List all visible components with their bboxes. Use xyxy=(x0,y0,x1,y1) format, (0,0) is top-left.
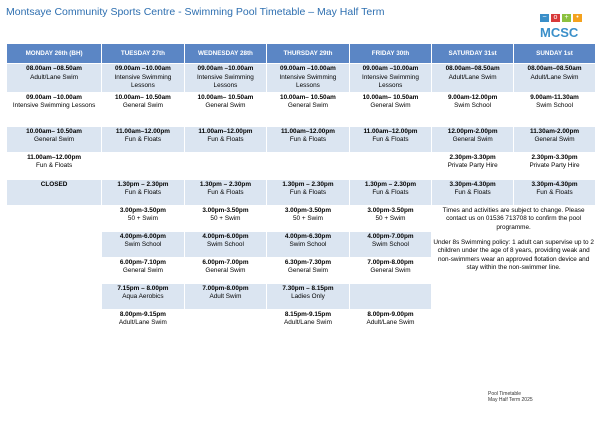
session-cell: 08.00am –08.50am Adult/Lane Swim xyxy=(7,64,102,93)
session-cell: 11.00am–12.00pm Fun & Floats xyxy=(184,126,267,152)
empty-cell xyxy=(184,152,267,179)
session-cell: 11.00am–12.00pm Fun & Floats xyxy=(267,126,350,152)
footer xyxy=(488,391,533,403)
session-cell: 3.00pm-3.50pm 50 + Swim xyxy=(102,205,185,231)
session-cell: 11.00am–12.00pm Fun & Floats xyxy=(349,126,432,152)
table-row xyxy=(7,126,596,152)
timetable xyxy=(6,43,596,336)
session-cell: 4.00pm-6.00pm Swim School xyxy=(102,231,185,257)
table-row xyxy=(7,205,596,231)
session-cell: 1.30pm – 2.30pm Fun & Floats xyxy=(267,179,350,205)
day-header-tuesday: TUESDAY 27th xyxy=(102,44,185,64)
empty-cell xyxy=(7,205,102,231)
session-cell: 2.30pm-3.30pm Private Party Hire xyxy=(432,152,514,179)
empty-cell xyxy=(349,152,432,179)
session-cell: 7.00pm-8.00pm General Swim xyxy=(349,257,432,283)
session-cell: 6.00pm-7.00pm General Swim xyxy=(184,257,267,283)
session-cell: 11.30am-2.00pm General Swim xyxy=(514,126,596,152)
page-title: Montsaye Community Sports Centre - Swimming Pool Timetable – May Half Term xyxy=(6,6,385,18)
day-header-saturday: SATURDAY 31st xyxy=(432,44,514,64)
session-cell: 11.00am–12.00pm Fun & Floats xyxy=(102,126,185,152)
session-cell: 10.00am– 10.50am General Swim xyxy=(102,92,185,126)
empty-cell xyxy=(102,152,185,179)
day-header-wednesday: WEDNESDAY 28th xyxy=(184,44,267,64)
day-header-friday: FRIDAY 30th xyxy=(349,44,432,64)
session-cell: 3.00pm-3.50pm 50 + Swim xyxy=(349,205,432,231)
footer-line1: Pool Timetable xyxy=(488,391,522,397)
session-cell: 8.00pm-9.00pm Adult/Lane Swim xyxy=(349,309,432,335)
session-cell: 08.00am–08.50am Adult/Lane Swim xyxy=(432,64,514,93)
closed-cell: CLOSED xyxy=(7,179,102,205)
ball-icon: • xyxy=(573,14,582,22)
session-cell: 8.15pm-9.15pm Adult/Lane Swim xyxy=(267,309,350,335)
session-cell: 4.00pm-6.30pm Swim School xyxy=(267,231,350,257)
empty-cell xyxy=(184,309,267,335)
session-cell: 4.00pm-6.00pm Swim School xyxy=(184,231,267,257)
empty-cell xyxy=(7,309,102,335)
session-cell: 11.00am–12.00pm Fun & Floats xyxy=(7,152,102,179)
session-cell: 3.00pm-3.50pm 50 + Swim xyxy=(184,205,267,231)
session-cell: 7.15pm – 8.00pm Aqua Aerobics xyxy=(102,283,185,309)
table-row xyxy=(7,92,596,126)
logo-letters: MCSC xyxy=(540,25,579,40)
empty-cell xyxy=(7,283,102,309)
empty-cell xyxy=(267,152,350,179)
session-cell: 3.00pm-3.50pm 50 + Swim xyxy=(267,205,350,231)
session-cell: 3.30pm-4.30pm Fun & Floats xyxy=(514,179,596,205)
day-header-sunday: SUNDAY 1st xyxy=(514,44,596,64)
day-header-thursday: THURSDAY 29th xyxy=(267,44,350,64)
session-cell: 4.00pm-7.00pm Swim School xyxy=(349,231,432,257)
session-cell: 1.30pm – 2.30pm Fun & Floats xyxy=(184,179,267,205)
session-cell: 1.30pm – 2.30pm Fun & Floats xyxy=(349,179,432,205)
session-cell: 9.00am-11.30am Swim School xyxy=(514,92,596,126)
session-cell: 6.30pm-7.30pm General Swim xyxy=(267,257,350,283)
notes-change-warning: Times and activities are subject to change. Please contact us on 01536 713708 to confirm the pool programme. xyxy=(442,206,585,231)
notes-box xyxy=(432,205,596,335)
session-cell: 09.00am –10.00am Intensive Swimming Lessons xyxy=(102,64,185,93)
bike-icon: o xyxy=(551,14,560,22)
empty-cell xyxy=(7,257,102,283)
session-cell: 10.00am– 10.50am General Swim xyxy=(349,92,432,126)
day-header-row xyxy=(7,44,596,64)
empty-cell xyxy=(7,231,102,257)
empty-cell xyxy=(349,283,432,309)
table-row xyxy=(7,179,596,205)
session-cell: 2.30pm-3.30pm Private Party Hire xyxy=(514,152,596,179)
notes-under8-policy: Under 8s Swimming policy: 1 adult can supervise up to 2 children under the age of 8 years, providing weak and non-swimmers wear an approved flotation device and stay within the non-swimmer line. xyxy=(433,238,594,272)
table-row xyxy=(7,152,596,179)
session-cell: 10.00am– 10.50am General Swim xyxy=(267,92,350,126)
session-cell: 6.00pm-7.10pm General Swim xyxy=(102,257,185,283)
session-cell: 09.00am –10.00am Intensive Swimming Lessons xyxy=(184,64,267,93)
table-row xyxy=(7,64,596,93)
session-cell: 08.00am–08.50am Adult/Lane Swim xyxy=(514,64,596,93)
session-cell: 10.00am– 10.50am General Swim xyxy=(7,126,102,152)
session-cell: 3.30pm-4.30pm Fun & Floats xyxy=(432,179,514,205)
session-cell: 1.30pm – 2.30pm Fun & Floats xyxy=(102,179,185,205)
session-cell: 7.00pm-8.00pm Adult Swim xyxy=(184,283,267,309)
swim-icon: ~ xyxy=(540,14,549,22)
session-cell: 8.00pm-9.15pm Adult/Lane Swim xyxy=(102,309,185,335)
footer-line2: May Half Term 2025 xyxy=(488,397,533,403)
day-header-monday: MONDAY 26th (BH) xyxy=(7,44,102,64)
session-cell: 10.00am– 10.50am General Swim xyxy=(184,92,267,126)
session-cell: 12.00pm-2.00pm General Swim xyxy=(432,126,514,152)
session-cell: 09.00am –10.00am Intensive Swimming Lessons xyxy=(349,64,432,93)
gym-icon: + xyxy=(562,14,571,22)
session-cell: 7.30pm – 8.15pm Ladies Only xyxy=(267,283,350,309)
session-cell: 9.00am-12.00pm Swim School xyxy=(432,92,514,126)
session-cell: 09.00am –10.00am Intensive Swimming Lessons xyxy=(7,92,102,126)
session-cell: 09.00am –10.00am Intensive Swimming Lessons xyxy=(267,64,350,93)
